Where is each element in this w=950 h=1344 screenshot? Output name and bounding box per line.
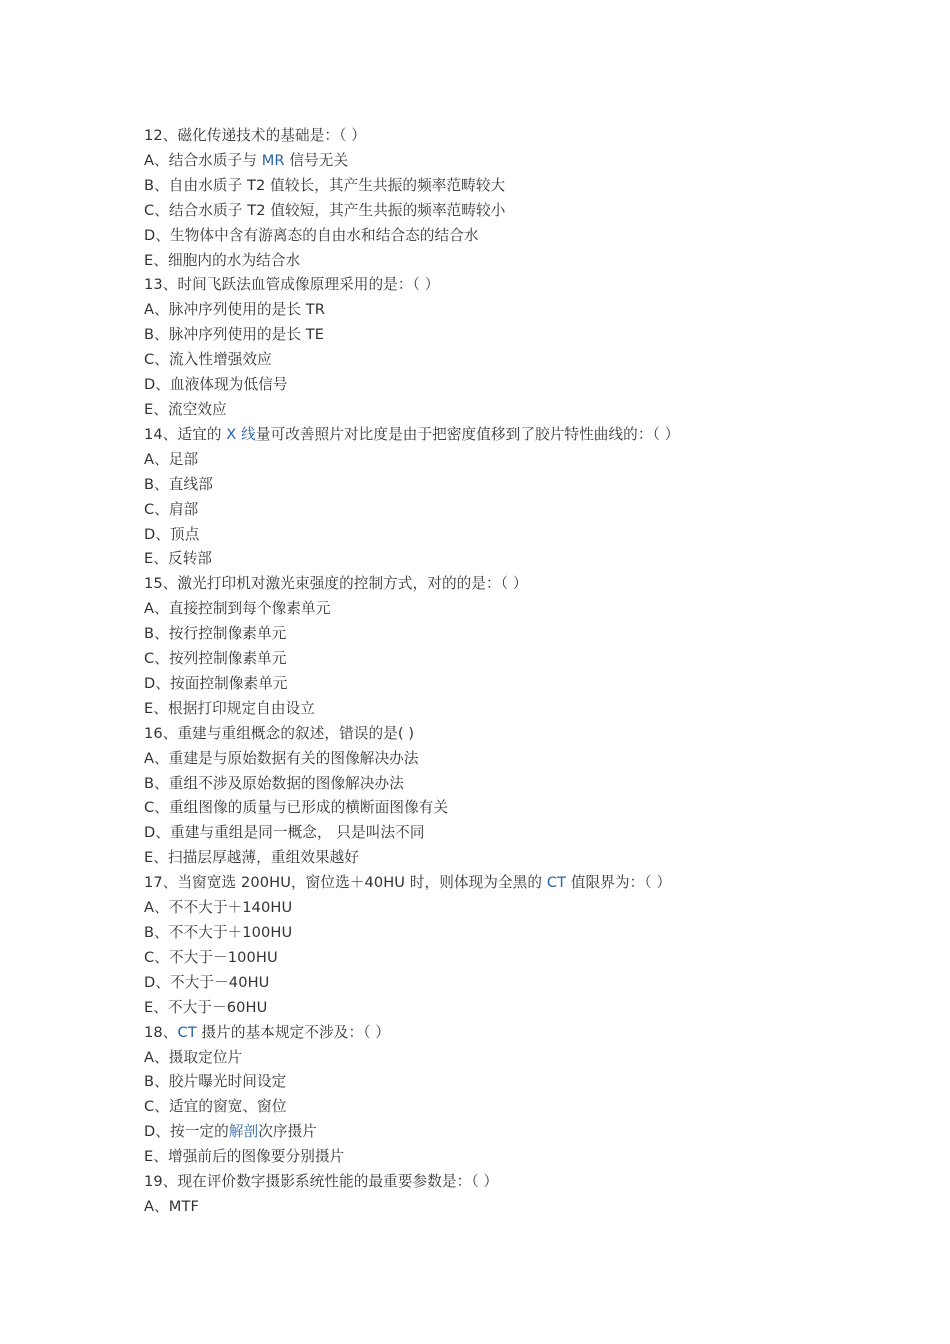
text-segment: 12、磁化传递技术的基础是：（ ） [144, 127, 366, 144]
text-line [144, 1195, 824, 1220]
text-line [144, 1095, 824, 1120]
text-segment: A、直接控制到每个像素单元 [144, 600, 331, 618]
text-segment: E、流空效应 [144, 400, 227, 418]
text-segment: 摄片的基本规定不涉及：（ ） [196, 1023, 390, 1041]
text-line [144, 423, 824, 448]
text-line [144, 124, 824, 149]
text-segment: A、足部 [144, 450, 199, 468]
text-segment: C、重组图像的质量与已形成的横断面图像有关 [144, 799, 449, 817]
text-segment: E、增强前后的图像要分别摄片 [144, 1148, 345, 1166]
text-segment: B、直线部 [144, 475, 213, 493]
text-line [144, 946, 824, 971]
keyword-link[interactable]: MR [261, 151, 285, 169]
text-line [144, 871, 824, 896]
text-line [144, 697, 824, 722]
text-segment: D、生物体中含有游离态的自由水和结合态的结合水 [144, 226, 479, 244]
text-segment: B、按行控制像素单元 [144, 625, 287, 643]
text-line [144, 597, 824, 622]
text-line [144, 1070, 824, 1095]
text-line [144, 1145, 824, 1170]
text-line [144, 1120, 824, 1145]
text-segment: A、摄取定位片 [144, 1048, 243, 1066]
text-line [144, 249, 824, 274]
text-segment: B、不不大于＋100HU [144, 924, 293, 941]
text-line [144, 547, 824, 572]
text-segment: D、按一定的 [144, 1123, 229, 1141]
text-line [144, 971, 824, 996]
text-line [144, 348, 824, 373]
text-line [144, 199, 824, 224]
text-line [144, 323, 824, 348]
text-line [144, 273, 824, 298]
text-segment: C、不大于－100HU [144, 948, 278, 966]
text-line [144, 846, 824, 871]
text-segment: C、结合水质子 T2 值较短，其产生共振的频率范畴较小 [144, 201, 506, 219]
text-segment: 13、时间飞跃法血管成像原理采用的是：（ ） [144, 276, 440, 294]
text-segment: E、反转部 [144, 550, 213, 568]
text-segment: D、顶点 [144, 525, 200, 543]
text-line [144, 572, 824, 597]
text-segment: D、按面控制像素单元 [144, 674, 288, 692]
text-line [144, 821, 824, 846]
text-line [144, 672, 824, 697]
text-line [144, 1170, 824, 1195]
text-segment: 值限界为：（ ） [566, 874, 672, 892]
text-segment: 15、激光打印机对激光束强度的控制方式，对的的是：（ ） [144, 575, 528, 593]
text-segment: B、自由水质子 T2 值较长，其产生共振的频率范畴较大 [144, 176, 506, 194]
text-segment: 16、重建与重组概念的叙述，错误的是( ) [144, 724, 415, 742]
text-segment: 18、 [144, 1023, 178, 1041]
text-segment: D、重建与重组是同一概念， 只是叫法不同 [144, 824, 425, 842]
text-segment: 17、当窗宽选 200HU，窗位选＋40HU 时，则体现为全黑的 [144, 874, 547, 892]
text-line [144, 796, 824, 821]
text-line [144, 174, 824, 199]
text-segment: B、脉冲序列使用的是长 TE [144, 326, 325, 344]
text-line [144, 398, 824, 423]
text-line [144, 224, 824, 249]
text-line [144, 1021, 824, 1046]
text-line [144, 896, 824, 921]
text-line [144, 622, 824, 647]
text-line [144, 373, 824, 398]
text-line [144, 772, 824, 797]
text-segment: A、MTF [144, 1197, 199, 1215]
text-segment: E、扫描层厚越薄，重组效果越好 [144, 849, 360, 867]
text-segment: A、重建是与原始数据有关的图像解决办法 [144, 749, 419, 767]
text-segment: 19、现在评价数字摄影系统性能的最重要参数是：（ ） [144, 1173, 499, 1191]
text-line [144, 1046, 824, 1071]
text-line [144, 921, 824, 946]
text-segment: A、结合水质子与 [144, 151, 262, 169]
document-body [144, 124, 824, 1220]
text-segment: C、按列控制像素单元 [144, 650, 287, 668]
text-line [144, 523, 824, 548]
text-line [144, 149, 824, 174]
text-segment: E、不大于－60HU [144, 998, 268, 1016]
text-line [144, 722, 824, 747]
text-segment: 信号无关 [284, 151, 349, 169]
keyword-link[interactable]: CT [546, 874, 567, 892]
text-segment: 14、适宜的 [144, 425, 227, 443]
text-segment: C、适宜的窗宽、窗位 [144, 1098, 287, 1116]
keyword-link[interactable]: 解剖 [228, 1123, 259, 1141]
text-segment: D、不大于－40HU [144, 973, 270, 991]
text-line [144, 747, 824, 772]
text-segment: C、肩部 [144, 500, 199, 518]
text-line [144, 473, 824, 498]
text-segment: 次序摄片 [258, 1123, 317, 1141]
text-segment: B、重组不涉及原始数据的图像解决办法 [144, 774, 404, 792]
text-segment: A、不不大于＋140HU [144, 899, 293, 917]
text-line [144, 498, 824, 523]
text-segment: E、细胞内的水为结合水 [144, 251, 301, 269]
text-segment: 量可改善照片对比度是由于把密度值移到了胶片特性曲线的：（ ） [255, 425, 680, 443]
keyword-link[interactable]: CT [177, 1023, 197, 1041]
text-segment: D、血液体现为低信号 [144, 376, 288, 394]
text-line [144, 996, 824, 1021]
text-segment: B、胶片曝光时间设定 [144, 1073, 287, 1091]
keyword-link[interactable]: X 线 [226, 425, 256, 443]
text-line [144, 647, 824, 672]
text-line [144, 448, 824, 473]
text-segment: E、根据打印规定自由设立 [144, 699, 315, 717]
text-segment: C、流入性增强效应 [144, 351, 272, 369]
text-line [144, 298, 824, 323]
text-segment: A、脉冲序列使用的是长 TR [144, 301, 326, 319]
